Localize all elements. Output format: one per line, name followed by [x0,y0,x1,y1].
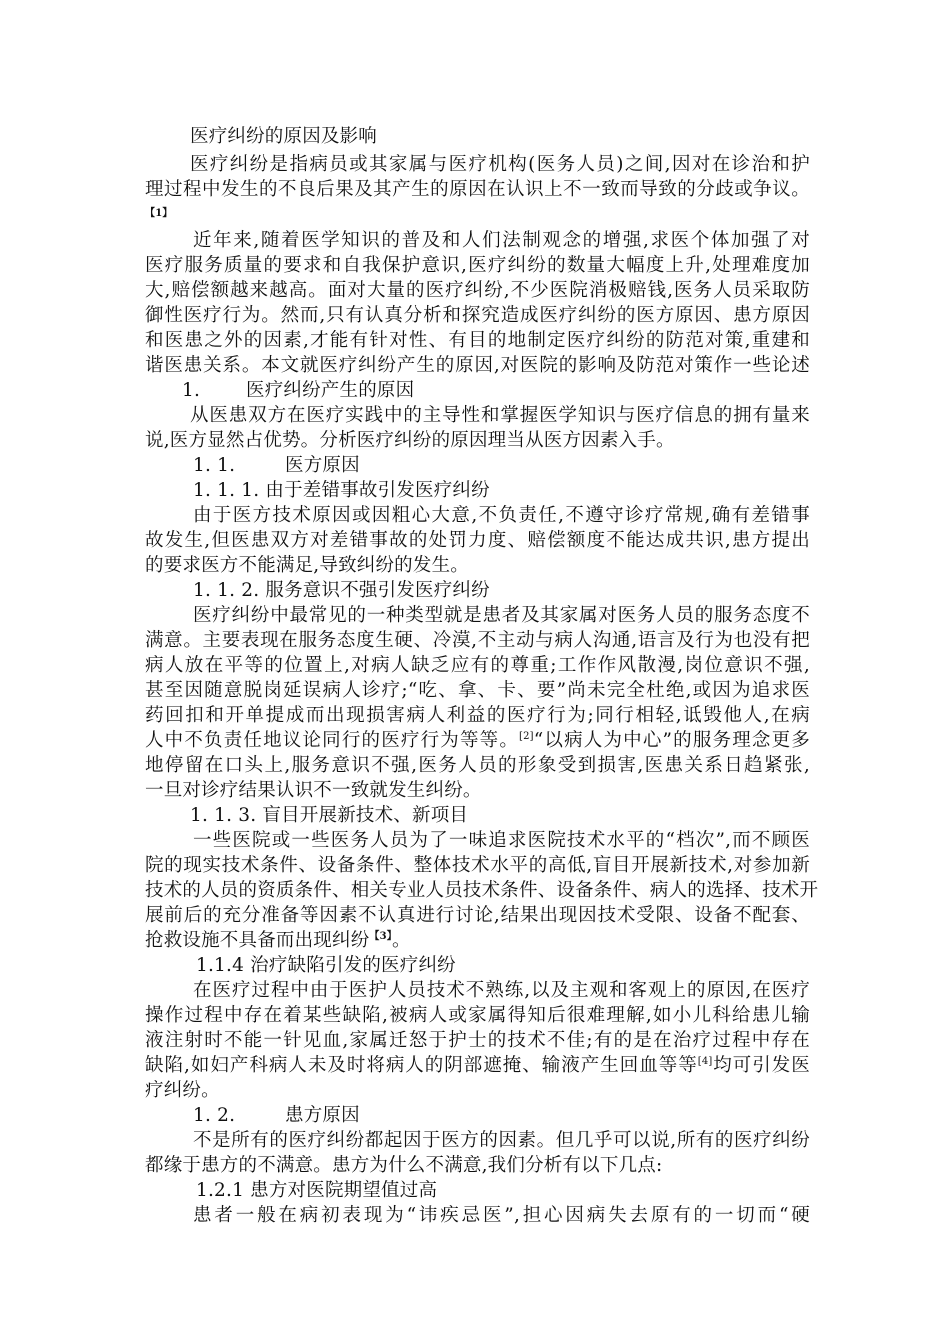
paragraph-line: 药回扣和开单提成而出现损害病人利益的医疗行为;同行相轻,诋毁他人,在病 [145,705,810,726]
paragraph-line: 从医患双方在医疗实践中的主导性和掌握医学知识与医疗信息的拥有量来 [190,405,810,426]
section-title: 患方原因 [285,1105,360,1126]
paragraph-line: 病人放在平等的位置上,对病人缺乏应有的尊重;工作作风散漫,岗位意识不强, [145,655,810,676]
citation-ref: 【1】 [145,208,173,219]
paragraph-line: 缺陷,如妇产科病人未及时将病人的阴部遮掩、输液产生回血等等[4]均可引发医 [145,1055,810,1076]
paragraph-line: 谐医患关系。本文就医疗纠纷产生的原因,对医院的影响及防范对策作一些论述 [145,355,810,376]
paragraph-line: 技术的人员的资质条件、相关专业人员技术条件、设备条件、病人的选择、技术开 [145,880,819,901]
section-heading-1-1-2: 1. 1. 2. 服务意识不强引发医疗纠纷 [193,580,490,601]
paragraph-line: 操作过程中存在着某些缺陷,被病人或家属得知后很难理解,如小儿科给患儿输 [145,1005,810,1026]
section-number: 1. 1. [193,455,236,476]
paragraph-line: 人中不负责任地议论同行的医疗行为等等。[2]“以病人为中心”的服务理念更多 [145,730,810,751]
paragraph-line: 患者一般在病初表现为“讳疾忌医”,担心因病失去原有的一切而“硬 [193,1205,810,1226]
paragraph-line: 一旦对诊疗结果认识不一致就发生纠纷。 [145,780,482,801]
paragraph-line: 展前后的充分准备等因素不认真进行讨论,结果出现因技术受限、设备不配套、 [145,905,810,926]
section-title: 医疗纠纷产生的原因 [246,380,415,401]
section-heading-1-2 [193,1104,858,1128]
paragraph-line: 大,赔偿额越来越高。面对大量的医疗纠纷,不少医院消极赔钱,医务人员采取防 [145,280,810,301]
paragraph-line: 地停留在口头上,服务意识不强,医务人员的形象受到损害,医患关系日趋紧张, [145,755,810,776]
section-heading-1-1-3: 1. 1. 3. 盲目开展新技术、新项目 [190,805,469,826]
section-title: 医方原因 [285,455,360,476]
paragraph-line: 医疗服务质量的要求和自我保护意识,医疗纠纷的数量大幅度上升,处理难度加 [145,255,810,276]
citation-ref: [2] [519,730,534,742]
paragraph-line: 一些医院或一些医务人员为了一味追求医院技术水平的“档次”,而不顾医 [193,830,810,851]
paragraph-line: 故发生,但医患双方对差错事故的处罚力度、赔偿额度不能达成共识,患方提出 [145,530,810,551]
section-heading-1-1-1: 1. 1. 1. 由于差错事故引发医疗纠纷 [193,480,490,501]
citation-ref: 【3】 [369,930,392,942]
citation-ref: [4] [697,1055,713,1067]
paragraph-line: 抢救设施不具备而出现纠纷$^{【3】}$。 [145,930,411,951]
paragraph-line: 不是所有的医疗纠纷都起因于医方的因素。但几乎可以说,所有的医疗纠纷 [193,1130,810,1151]
paragraph-line: 近年来,随着医学知识的普及和人们法制观念的增强,求医个体加强了对 [193,230,810,251]
paragraph-line: 理过程中发生的不良后果及其产生的原因在认识上不一致而导致的分歧或争议。 [145,179,810,200]
section-number: 1. 2. [193,1105,236,1126]
document-title: 医疗纠纷的原因及影响 [190,126,378,147]
paragraph-line: 医疗纠纷中最常见的一种类型就是患者及其家属对医务人员的服务态度不 [193,605,810,626]
paragraph-line: 院的现实技术条件、设备条件、整体技术水平的高低,盲目开展新技术,对参加新 [145,855,810,876]
paragraph-line: 满意。主要表现在服务态度生硬、冷漠,不主动与病人沟通,语言及行为也没有把 [145,630,810,651]
paragraph-line: 甚至因随意脱岗延误病人诊疗;“吃、拿、卡、要”尚未完全杜绝,或因为追求医 [145,680,810,701]
paragraph-line: 在医疗过程中由于医护人员技术不熟练,以及主观和客观上的原因,在医疗 [193,980,810,1001]
paragraph-line: 说,医方显然占优势。分析医疗纠纷的原因理当从医方因素入手。 [145,430,675,451]
paragraph-line: 液注射时不能一针见血,家属迁怒于护士的技术不佳;有的是在治疗过程中存在 [145,1030,810,1051]
paragraph-line: 御性医疗行为。然而,只有认真分析和探究造成医疗纠纷的医方原因、患方原因 [145,305,810,326]
paragraph-line: 和医患之外的因素,才能有针对性、有目的地制定医疗纠纷的防范对策,重建和 [145,330,810,351]
paragraph-line: 都缘于患方的不满意。患方为什么不满意,我们分析有以下几点: [145,1155,663,1176]
paragraph-line: 由于医方技术原因或因粗心大意,不负责任,不遵守诊疗常规,确有差错事 [193,505,810,526]
paragraph-line: 疗纠纷。 [145,1080,220,1101]
section-number: 1. [182,380,201,401]
paragraph-line: 医疗纠纷是指病员或其家属与医疗机构(医务人员)之间,因对在诊治和护 [190,154,810,175]
section-heading-1 [182,379,847,403]
paragraph-line: 的要求医方不能满足,导致纠纷的发生。 [145,555,469,576]
section-heading-1-1-4: 1.1.4 治疗缺陷引发的医疗纠纷 [196,955,456,976]
section-heading-1-2-1: 1.2.1 患方对医院期望值过高 [196,1180,438,1201]
section-heading-1-1 [193,454,858,478]
